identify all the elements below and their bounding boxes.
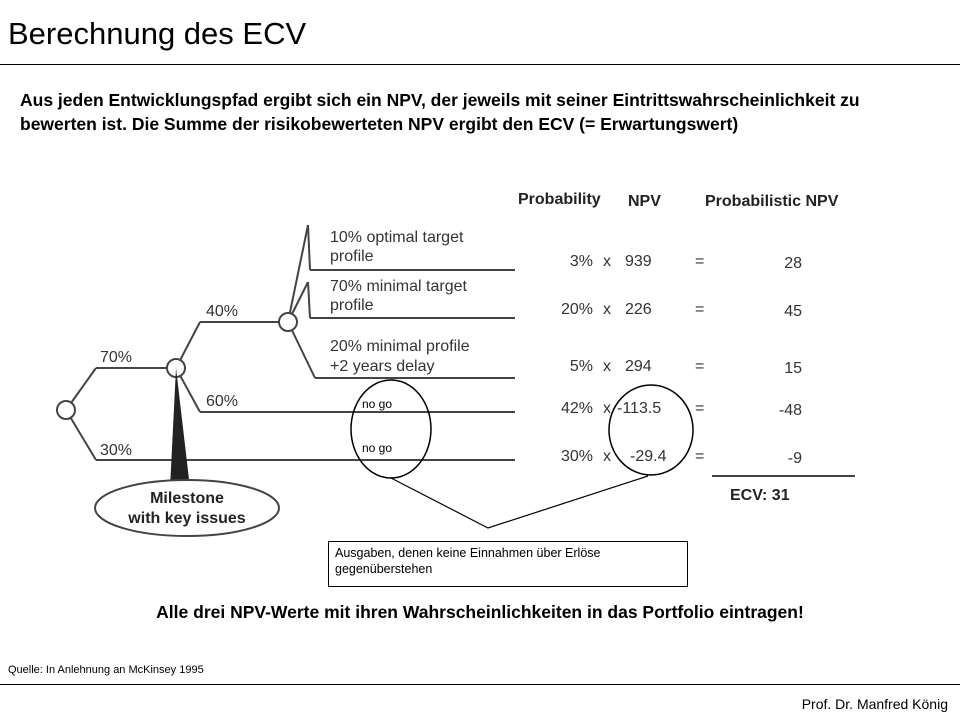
outcome-connector-2b <box>308 282 310 318</box>
decision-node <box>279 313 297 331</box>
row-3-npv: 294 <box>625 358 652 375</box>
callout-connector <box>391 476 648 528</box>
row-2-npv: 226 <box>625 301 652 318</box>
row-1-npv: 939 <box>625 253 652 270</box>
outcome-connector-1 <box>288 225 308 322</box>
outcome-1-label-2: profile <box>330 248 374 265</box>
branch-label-60: 60% <box>206 393 239 410</box>
row-4-eq: = <box>695 400 705 417</box>
row-3-x: x <box>603 358 611 375</box>
header-npv: NPV <box>628 193 661 210</box>
nogo-circle <box>351 380 431 478</box>
row-5-x: x <box>603 448 611 465</box>
outcome-connector-1b <box>308 225 310 270</box>
row-1-result: 28 <box>784 255 802 272</box>
row-1-eq: = <box>695 253 705 270</box>
footer-rule <box>0 684 960 685</box>
author-name: Prof. Dr. Manfred König <box>801 696 948 712</box>
outcome-2-label-1: 70% minimal target <box>330 278 467 295</box>
row-1-prob: 3% <box>569 253 593 270</box>
branch-label-40: 40% <box>206 303 239 320</box>
nogo-label-1: no go <box>362 397 393 411</box>
conclusion-text: Alle drei NPV-Werte mit ihren Wahrscheinlichkeiten in das Portfolio eintragen! <box>156 602 804 622</box>
source-note: Quelle: In Anlehnung an McKinsey 1995 <box>8 664 204 676</box>
row-2-eq: = <box>695 301 705 318</box>
row-3-prob: 5% <box>569 358 593 375</box>
milestone-ellipse <box>95 480 279 536</box>
callout-box: Ausgaben, denen keine Einnahmen über Erlöse gegenüberstehen <box>328 541 688 587</box>
milestone-label-1: Milestone <box>150 490 224 507</box>
row-4-result: -48 <box>778 402 802 419</box>
milestone-label-2: with key issues <box>128 510 246 527</box>
row-3-eq: = <box>695 358 705 375</box>
row-5-npv: -29.4 <box>630 448 667 465</box>
outcome-3-label-2: +2 years delay <box>330 358 435 375</box>
row-4-npv: -113.5 <box>617 400 662 417</box>
outcome-1-label-1: 10% optimal target <box>330 229 464 246</box>
outcome-2-label-2: profile <box>330 297 374 314</box>
row-4-prob: 42% <box>560 400 593 417</box>
branch-label-70: 70% <box>100 349 133 366</box>
intro-text: Aus jeden Entwicklungspfad ergibt sich ein NPV, der jeweils mit seiner Eintrittswahrscheinlichkeit zu bewerten ist. Die Summe der risikobewerteten NPV ergibt den ECV (= Erwartungswert) <box>20 90 860 134</box>
row-4-x: x <box>603 400 611 417</box>
slide-title: Berechnung des ECV <box>8 16 307 51</box>
ecv-total: ECV: 31 <box>730 487 790 504</box>
milestone-pointer <box>170 368 190 488</box>
header-probabilistic-npv: Probabilistic NPV <box>705 193 839 210</box>
root-node <box>57 401 75 419</box>
row-3-result: 15 <box>784 360 802 377</box>
nogo-label-2: no go <box>362 441 393 455</box>
row-2-prob: 20% <box>560 301 593 318</box>
row-5-eq: = <box>695 448 705 465</box>
row-5-prob: 30% <box>560 448 593 465</box>
row-1-x: x <box>603 253 611 270</box>
row-5-result: -9 <box>787 450 802 467</box>
branch-label-30: 30% <box>100 442 133 459</box>
header-probability: Probability <box>518 191 601 208</box>
row-2-result: 45 <box>784 303 802 320</box>
row-2-x: x <box>603 301 611 318</box>
outcome-3-label-1: 20% minimal profile <box>330 338 470 355</box>
